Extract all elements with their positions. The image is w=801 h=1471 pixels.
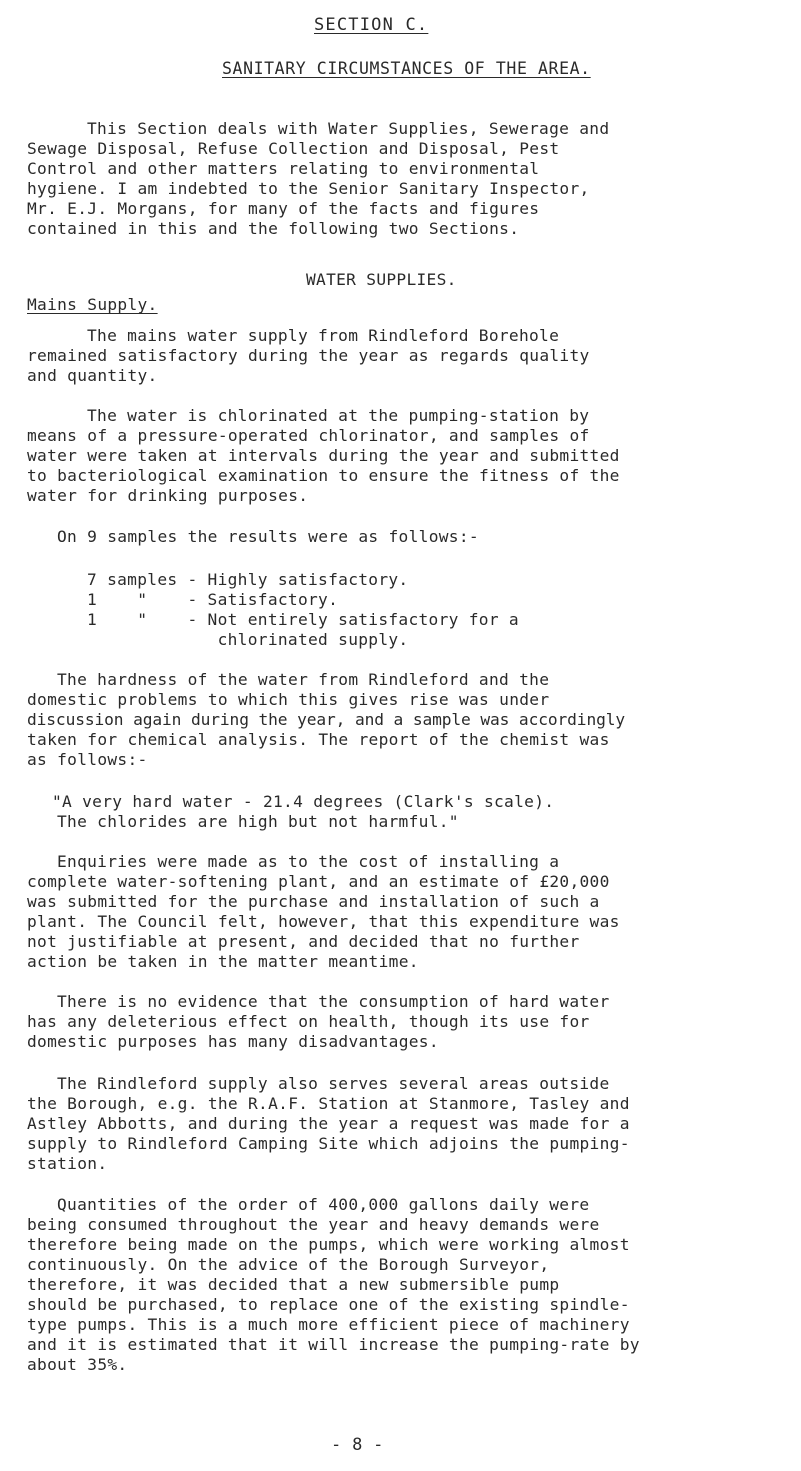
text-line: continuously. On the advice of the Borough Surveyor, (27, 1255, 550, 1274)
text-line: and it is estimated that it will increase the pumping-rate by (27, 1335, 640, 1354)
section-subtitle: SANITARY CIRCUMSTANCES OF THE AREA. (222, 59, 591, 78)
text-line: Mr. E.J. Morgans, for many of the facts and figures (27, 199, 540, 218)
text-line: was submitted for the purchase and installation of such a (27, 892, 600, 911)
text-line: "A very hard water - 21.4 degrees (Clark's scale). (52, 792, 555, 811)
text-line: action be taken in the matter meantime. (27, 952, 419, 971)
text-line: therefore being made on the pumps, which were working almost (27, 1235, 630, 1254)
page-number: - 8 - (331, 1435, 384, 1455)
list-item: 1 " - Satisfactory. (87, 590, 339, 609)
text-line: as follows:- (27, 750, 148, 769)
water-supplies-heading: WATER SUPPLIES. (306, 270, 457, 289)
text-line: and quantity. (27, 366, 158, 385)
paragraph: On 9 samples the results were as follows:- (57, 527, 479, 546)
text-line: plant. The Council felt, however, that this expenditure was (27, 912, 620, 931)
text-line: taken for chemical analysis. The report of the chemist was (27, 730, 610, 749)
text-line: domestic problems to which this gives rise was under (27, 690, 550, 709)
text-line: There is no evidence that the consumption of hard water (57, 992, 610, 1011)
text-line: water were taken at intervals during the year and submitted (27, 446, 620, 465)
text-line: The hardness of the water from Rindleford and the (57, 670, 550, 689)
text-line: station. (27, 1154, 108, 1173)
text-line: water for drinking purposes. (27, 486, 309, 505)
text-line: not justifiable at present, and decided that no further (27, 932, 580, 951)
text-line: hygiene. I am indebted to the Senior Sanitary Inspector, (27, 179, 590, 198)
list-item: 1 " - Not entirely satisfactory for a (87, 610, 519, 629)
text-line: therefore, it was decided that a new submersible pump (27, 1275, 560, 1294)
text-line: Quantities of the order of 400,000 gallons daily were (57, 1195, 590, 1214)
text-line: type pumps. This is a much more efficient piece of machinery (27, 1315, 630, 1334)
text-line: should be purchased, to replace one of the existing spindle- (27, 1295, 630, 1314)
text-line: The mains water supply from Rindleford Borehole (87, 326, 560, 345)
text-line: to bacteriological examination to ensure the fitness of the (27, 466, 620, 485)
text-line: remained satisfactory during the year as regards quality (27, 346, 590, 365)
text-line: Sewage Disposal, Refuse Collection and Disposal, Pest (27, 139, 560, 158)
list-item: chlorinated supply. (87, 630, 409, 649)
text-line: has any deleterious effect on health, though its use for (27, 1012, 590, 1031)
text-line: The water is chlorinated at the pumping-station by (87, 406, 590, 425)
text-line: Enquiries were made as to the cost of installing a (57, 852, 560, 871)
text-line: means of a pressure-operated chlorinator, and samples of (27, 426, 590, 445)
text-line: supply to Rindleford Camping Site which adjoins the pumping- (27, 1134, 630, 1153)
text-line: domestic purposes has many disadvantages. (27, 1032, 439, 1051)
section-title: SECTION C. (314, 15, 429, 35)
mains-supply-heading: Mains Supply. (27, 295, 158, 314)
text-line: The Rindleford supply also serves several areas outside (57, 1074, 610, 1093)
text-line: the Borough, e.g. the R.A.F. Station at Stanmore, Tasley and (27, 1094, 630, 1113)
text-line: Astley Abbotts, and during the year a request was made for a (27, 1114, 630, 1133)
list-item: 7 samples - Highly satisfactory. (87, 570, 409, 589)
text-line: being consumed throughout the year and heavy demands were (27, 1215, 600, 1234)
text-line: complete water-softening plant, and an estimate of £20,000 (27, 872, 610, 891)
text-line: discussion again during the year, and a sample was accordingly (27, 710, 626, 729)
text-line: Control and other matters relating to environmental (27, 159, 540, 178)
text-line: This Section deals with Water Supplies, Sewerage and (87, 119, 610, 138)
text-line: contained in this and the following two Sections. (27, 219, 520, 238)
text-line: The chlorides are high but not harmful." (57, 812, 459, 831)
text-line: about 35%. (27, 1355, 128, 1374)
